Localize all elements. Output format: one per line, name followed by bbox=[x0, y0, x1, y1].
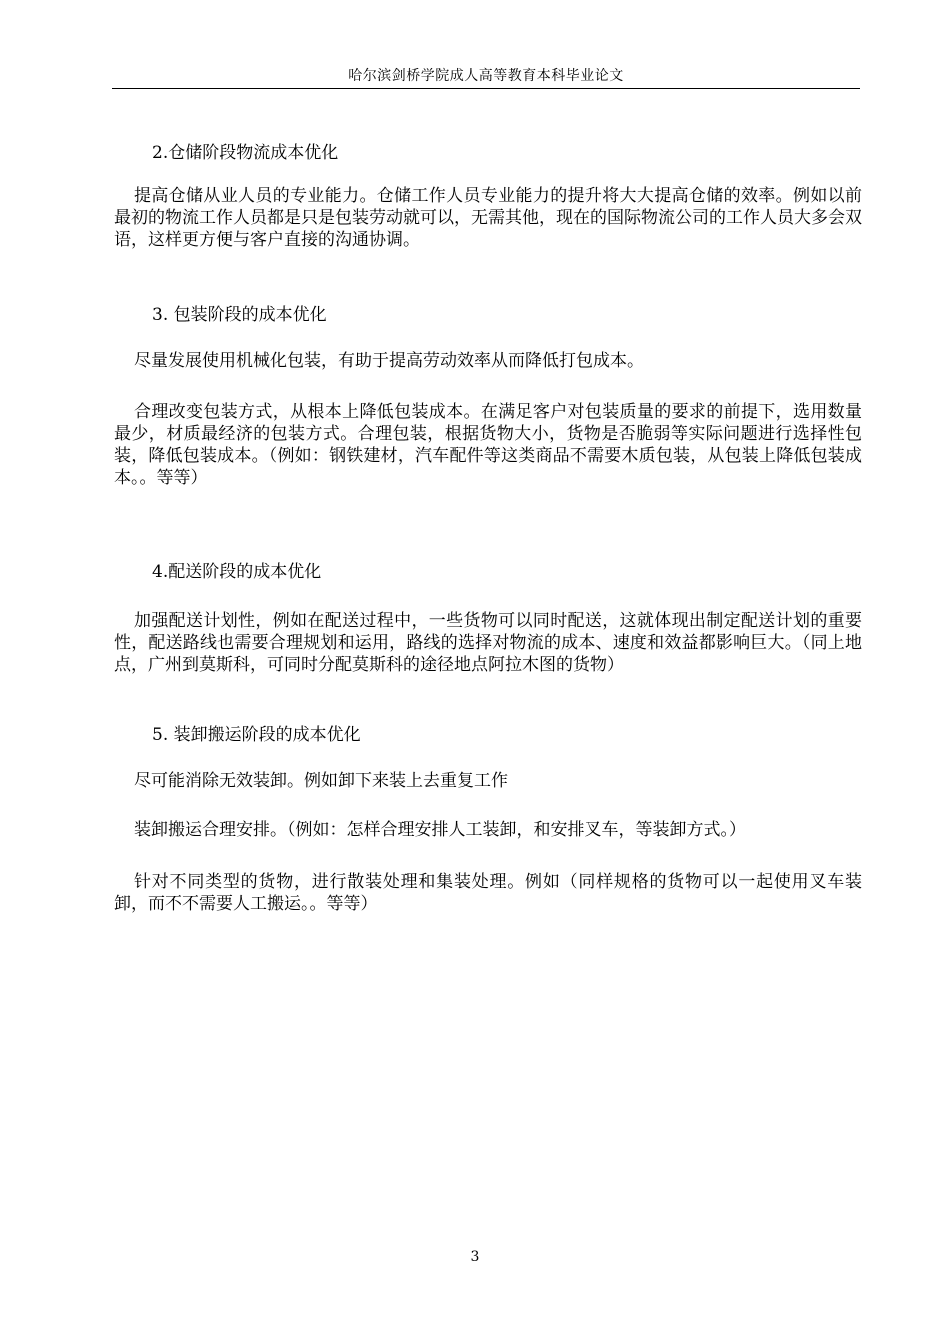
paragraph-handling-eliminate: 尽可能消除无效装卸。例如卸下来装上去重复工作 bbox=[134, 771, 508, 791]
paragraph-handling-bulk: 针对不同类型的货物，进行散装处理和集装处理。例如（同样规格的货物可以一起使用叉车装卸，而不不需要人工搬运。。等等） bbox=[114, 872, 862, 914]
paragraph-delivery-planning: 加强配送计划性，例如在配送过程中，一些货物可以同时配送，这就体现出制定配送计划的重要性，配送路线也需要合理规划和运用，路线的选择对物流的成本、速度和效益都影响巨大。（同上地点，广州到莫斯科，可同时分配莫斯科的途径地点阿拉木图的货物） bbox=[114, 611, 862, 675]
paragraph-packaging-method: 合理改变包装方式，从根本上降低包装成本。在满足客户对包装质量的要求的前提下，选用数量最少，材质最经济的包装方式。合理包装，根据货物大小，货物是否脆弱等实际问题进行选择性包装，降低包装成本。（例如：钢铁建材，汽车配件等这类商品不需要木质包装，从包装上降低包装成本。。等等） bbox=[114, 402, 862, 488]
running-header: 哈尔滨剑桥学院成人高等教育本科毕业论文 bbox=[348, 68, 624, 84]
page-number: 3 bbox=[470, 1249, 480, 1265]
header-rule bbox=[112, 88, 860, 89]
section-heading-storage: 2.仓储阶段物流成本优化 bbox=[152, 143, 339, 163]
paragraph-packaging-mechanization: 尽量发展使用机械化包装，有助于提高劳动效率从而降低打包成本。 bbox=[134, 351, 644, 371]
section-heading-delivery: 4.配送阶段的成本优化 bbox=[152, 562, 322, 582]
paragraph-storage-staff: 提高仓储从业人员的专业能力。仓储工作人员专业能力的提升将大大提高仓储的效率。例如以前最初的物流工作人员都是只是包装劳动就可以，无需其他，现在的国际物流公司的工作人员大多会双语，这样更方便与客户直接的沟通协调。 bbox=[114, 186, 862, 250]
section-heading-packaging: 3. 包装阶段的成本优化 bbox=[152, 305, 327, 325]
section-heading-handling: 5. 装卸搬运阶段的成本优化 bbox=[152, 725, 361, 745]
paragraph-handling-arrangement: 装卸搬运合理安排。（例如：怎样合理安排人工装卸，和安排叉车，等装卸方式。） bbox=[134, 820, 746, 840]
